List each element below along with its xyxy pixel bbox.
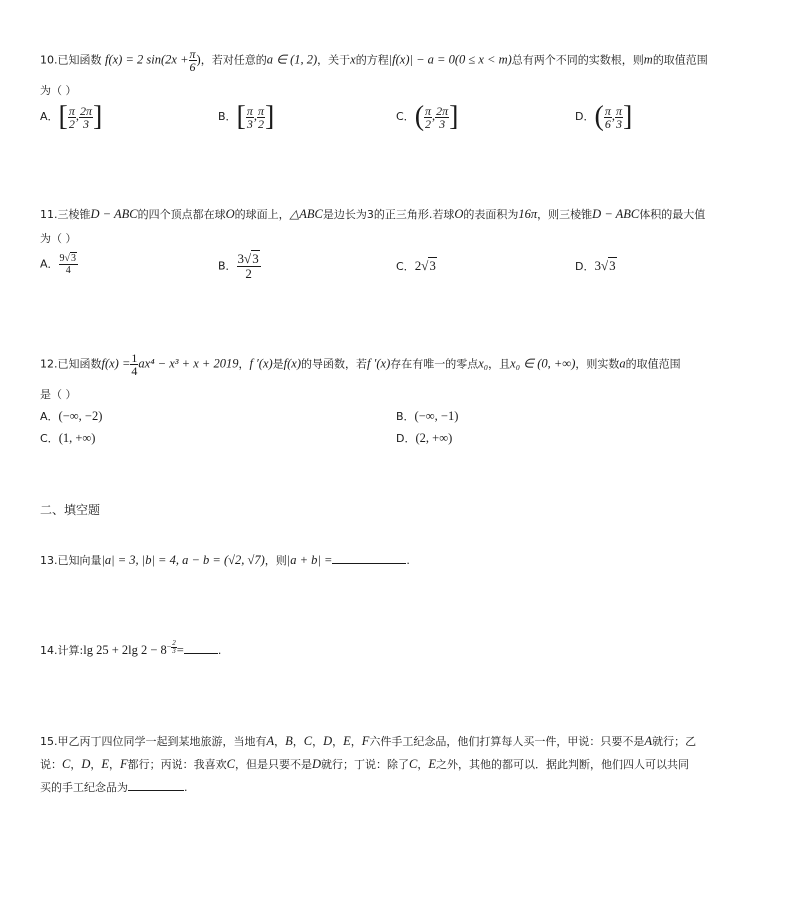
q10-func: f(x) = 2 sin(2x +	[105, 52, 189, 67]
q11-option-a[interactable]: A． $\frac{9√3}{4}$	[40, 253, 77, 276]
q13-answer-blank[interactable]	[332, 563, 406, 564]
question-12-stem: 12.已知函数f(x) = $\frac{1}{4}$ ax⁴ − x³ + x + 2019，f ′(x)是f(x)的导函数，若f ′(x)存在有唯一的零点x₀，且x₀ ∈ (0, +∞)，则实数a的取值范围	[40, 351, 681, 378]
q10-text: 已知函数	[57, 53, 102, 67]
question-10-stem: 10.已知函数 f(x) = 2 sin(2x + $\frac{\pi}{6}$ )，若对任意的a ∈ (1, 2)，关于x的方程|f(x)| − a = 0(0 ≤ x < m)总有两个不同的实数根，则m的取值范围	[40, 47, 708, 74]
question-15-line1: 15.甲乙丙丁四位同学一起到某地旅游，当地有A，B，C，D，E，F六件手工纪念品，他们打算每人买一件，甲说：只要不是A就行；乙	[40, 734, 697, 748]
q10-line2: 为（ ）	[40, 84, 77, 97]
q10-option-a[interactable]: A．[ $\frac{\pi}{2}$ , $\frac{2\pi}{3}$ ]	[40, 101, 103, 132]
question-14-stem: 14.计算:lg 25 + 2lg $2 - 8^{- \frac{2}{3}}$ = .	[40, 639, 222, 657]
q12-line2: 是（ ）	[40, 388, 77, 401]
q10-option-d[interactable]: D．( $\frac{\pi}{6}$ , $\frac{\pi}{3}$ ]	[575, 101, 633, 132]
q12-option-d[interactable]: D．(2, +∞)	[396, 431, 453, 445]
q10-func-frac: $\frac{\pi}{6}$	[189, 47, 196, 74]
q11-option-b[interactable]: B． $\frac{3√3}{2}$	[218, 251, 259, 281]
question-13-stem: 13.已知向量|a| = 3, |b| = 4, a − b = (√2, √7)，则|a + b| = .	[40, 553, 410, 567]
q11-line2: 为（ ）	[40, 232, 77, 245]
q15-answer-blank[interactable]	[128, 790, 184, 791]
section-title-fill-blank: 二、填空题	[40, 503, 101, 517]
q10-option-b[interactable]: B．[ $\frac{\pi}{3}$ , $\frac{\pi}{2}$ ]	[218, 101, 275, 132]
q12-option-c[interactable]: C．(1, +∞)	[40, 431, 96, 445]
q12-option-a[interactable]: A．(−∞, −2)	[40, 409, 103, 423]
question-15-line3: 买的手工纪念品为 .	[40, 781, 188, 794]
q10-option-c[interactable]: C．( $\frac{\pi}{2}$ , $\frac{2\pi}{3}$ ]	[396, 101, 459, 132]
q13-given: |a| = 3, |b| = 4, a − b = (√2, √7)	[101, 553, 265, 567]
q14-expr: lg 25 + 2lg 2 − 8	[83, 643, 167, 657]
q11-option-d[interactable]: D．3√3	[575, 258, 616, 273]
q10-number: 10.	[40, 53, 58, 67]
q13-ask: |a + b| =	[286, 553, 333, 567]
q10-condition: a ∈ (1, 2)	[266, 52, 318, 67]
question-15-line2: 说：C，D，E，F都行；丙说：我喜欢C，但是只要不是D就行；丁说：除了C，E之外，其他的都可以．据此判断，他们四人可以共同	[40, 757, 690, 771]
q11-option-c[interactable]: C．2√3	[396, 258, 436, 273]
q10-equation: |f(x)| − a = 0(0 ≤ x < m)	[388, 52, 512, 67]
q12-option-b[interactable]: B．(−∞, −1)	[396, 409, 459, 423]
question-11-stem: 11.三棱锥D − ABC的四个顶点都在球O的球面上，△ABC是边长为3的正三角形.若球O的表面积为16π，则三棱锥D − ABC体积的最大值	[40, 207, 706, 221]
q14-answer-blank[interactable]	[184, 653, 218, 654]
